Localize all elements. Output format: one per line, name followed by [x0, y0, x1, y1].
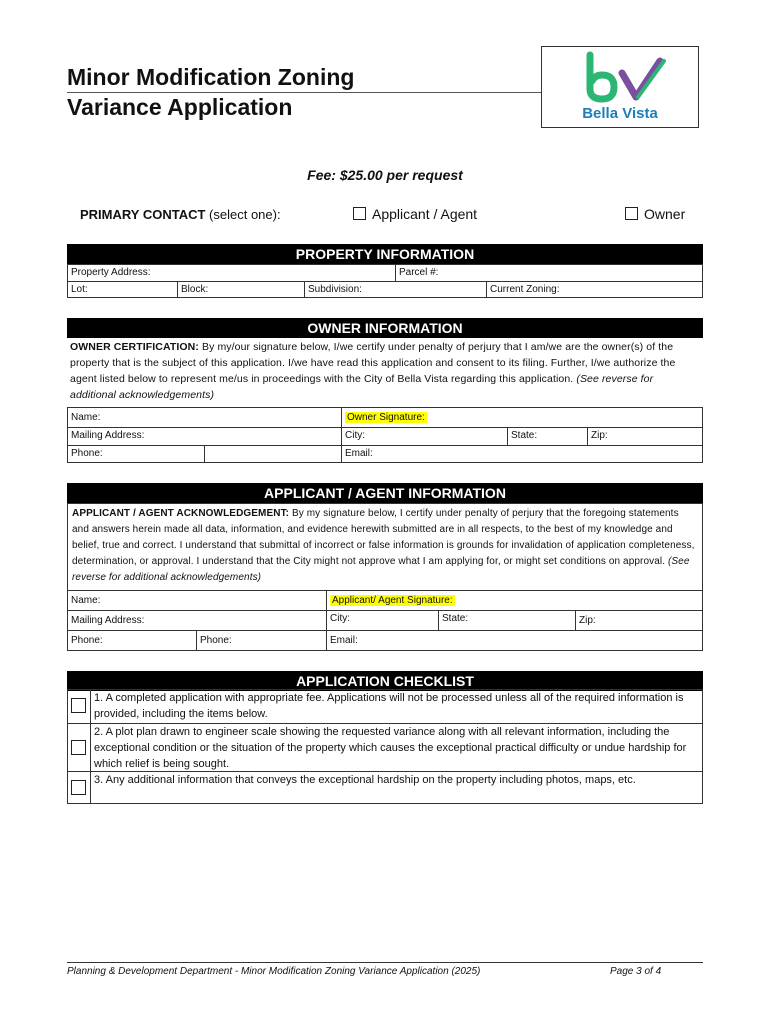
- applicant-phone-alt-field[interactable]: Phone:: [200, 635, 232, 646]
- title-rule: [67, 92, 542, 93]
- owner-zip-field[interactable]: Zip:: [591, 430, 608, 441]
- property-info-heading: PROPERTY INFORMATION: [67, 244, 703, 264]
- checklist-table: [67, 689, 703, 804]
- owner-certification-text: OWNER CERTIFICATION: By my/our signature below, I/we certify under penalty of perjury that I am/we are the owner(s) of the property that is the subject of this application. I/we have read this application and consent to its filing. Further, I/we authorize the agent listed below to represent me/us in proceedings with the City of Bella Vista regarding this application. (See reverse for additional acknowledgements): [70, 341, 676, 401]
- parcel-field[interactable]: Parcel #:: [399, 267, 439, 278]
- applicant-info-table: [67, 590, 703, 651]
- owner-email-field[interactable]: Email:: [345, 448, 373, 459]
- owner-info-table: [67, 407, 703, 463]
- bella-vista-logo-icon: [542, 47, 698, 107]
- checklist-checkbox-1[interactable]: [71, 698, 86, 713]
- owner-option-label: Owner: [644, 206, 686, 222]
- block-field[interactable]: Block:: [181, 284, 209, 295]
- owner-mailing-address-field[interactable]: Mailing Address:: [71, 430, 145, 441]
- applicant-acknowledgement-text: APPLICANT / AGENT ACKNOWLEDGEMENT: By my signature below, I certify under penalty of perjury that the foregoing statements and answers herein made all data, information, and evidence herewith submitted are in all respects, to the best of my knowledge and belief, true and correct. I understand that submittal of incorrect or false information is grounds for invalidation of application completeness, determination, or approval. I understand that the City might not approve what I am applying for, or might set conditions on approval. (See reverse for additional acknowledgements): [72, 508, 695, 583]
- owner-name-field[interactable]: Name:: [71, 412, 101, 423]
- checklist-checkbox-3[interactable]: [71, 780, 86, 795]
- footer-department: Planning & Development Department - Minor Modification Zoning Variance Application (2025): [67, 966, 481, 977]
- logo-box: [541, 46, 699, 128]
- page-title: Minor Modification Zoning Variance Application: [67, 64, 355, 120]
- applicant-name-field[interactable]: Name:: [71, 595, 101, 606]
- applicant-agent-option-label: Applicant / Agent: [372, 206, 478, 222]
- footer-rule: [67, 962, 703, 963]
- property-info-table: [67, 264, 703, 298]
- current-zoning-field[interactable]: Current Zoning:: [490, 284, 560, 295]
- checklist-item-3: 3. Any additional information that conveys the exceptional hardship on the property including photos, maps, etc.: [94, 774, 636, 786]
- fee-text: Fee: $25.00 per request: [307, 167, 463, 183]
- applicant-state-field[interactable]: State:: [442, 613, 469, 624]
- applicant-info-heading: APPLICANT / AGENT INFORMATION: [67, 483, 703, 503]
- property-address-field[interactable]: Property Address:: [71, 267, 151, 278]
- checklist-item-2: 2. A plot plan drawn to engineer scale showing the requested variance along with all relevant information, including the exceptional condition or the situation of the property which causes the exceptional practical difficulty or undue hardship for which relief is being sought.: [94, 726, 687, 770]
- owner-city-field[interactable]: City:: [345, 430, 365, 441]
- applicant-city-field[interactable]: City:: [330, 613, 350, 624]
- applicant-signature-field[interactable]: Applicant/ Agent Signature:: [332, 595, 453, 606]
- applicant-agent-checkbox[interactable]: [353, 207, 366, 220]
- applicant-ack-box: [67, 503, 703, 590]
- primary-contact-label: PRIMARY CONTACT (select one):: [80, 207, 281, 222]
- lot-field[interactable]: Lot:: [71, 284, 88, 295]
- applicant-phone-field[interactable]: Phone:: [71, 635, 103, 646]
- owner-phone-field[interactable]: Phone:: [71, 448, 103, 459]
- subdivision-field[interactable]: Subdivision:: [308, 284, 362, 295]
- checklist-heading: APPLICATION CHECKLIST: [67, 671, 703, 691]
- applicant-email-field[interactable]: Email:: [330, 635, 358, 646]
- footer-page-number: Page 3 of 4: [610, 966, 662, 977]
- logo-text: Bella Vista: [582, 105, 658, 122]
- checklist-item-1: 1. A completed application with appropriate fee. Applications will not be processed unless all of the required information is provided, including the items below.: [94, 692, 684, 720]
- owner-info-heading: OWNER INFORMATION: [67, 318, 703, 338]
- owner-state-field[interactable]: State:: [511, 430, 538, 441]
- owner-checkbox[interactable]: [625, 207, 638, 220]
- owner-phone-extra-field[interactable]: [205, 445, 341, 463]
- checklist-checkbox-2[interactable]: [71, 740, 86, 755]
- owner-signature-field[interactable]: Owner Signature:: [347, 412, 425, 423]
- applicant-mailing-address-field[interactable]: Mailing Address:: [71, 615, 145, 626]
- applicant-zip-field[interactable]: Zip:: [579, 615, 596, 626]
